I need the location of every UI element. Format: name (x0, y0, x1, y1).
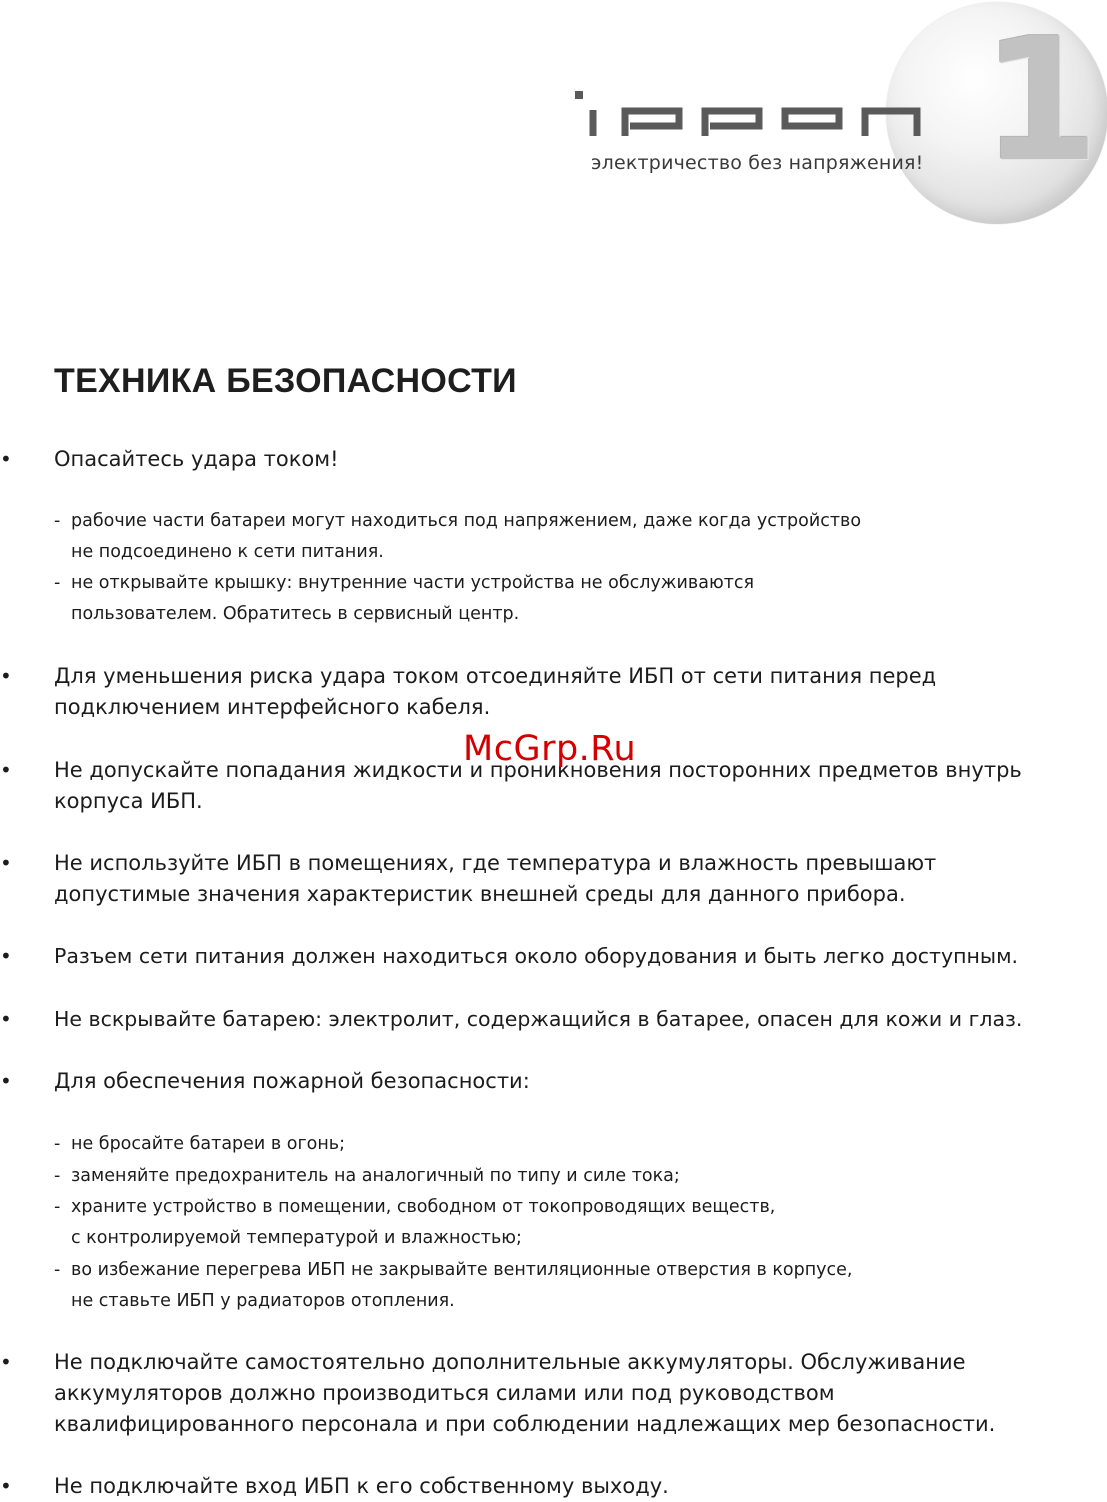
sub-list-item (54, 1223, 522, 1254)
dash-marker: - (54, 1166, 61, 1186)
dash-marker: - (54, 1134, 61, 1154)
sub-list-item (54, 599, 519, 630)
sub-list-item (54, 1192, 775, 1223)
dash-marker: - (54, 573, 61, 593)
bullet-icon: • (0, 758, 12, 782)
list-item-text: квалифицированного персонала и при соблюдении надлежащих мер безопасности. (54, 1412, 996, 1436)
watermark: McGrp.Ru (463, 729, 637, 769)
bullet-icon: • (0, 1350, 12, 1374)
page-title: ТЕХНИКА БЕЗОПАСНОСТИ (54, 362, 517, 400)
bullet-icon: • (0, 664, 12, 688)
list-item-text: Не подключайте вход ИБП к его собственному выходу. (54, 1474, 669, 1498)
sub-list-item (54, 1255, 852, 1286)
sub-list-item-text: не подсоединено к сети питания. (71, 542, 384, 562)
list-item-text: подключением интерфейсного кабеля. (54, 695, 491, 719)
list-item-text: Не подключайте самостоятельно дополнительные аккумуляторы. Обслуживание (54, 1350, 966, 1374)
list-item-text: Для уменьшения риска удара током отсоединяйте ИБП от сети питания перед (54, 664, 937, 688)
sub-list-item (54, 1161, 680, 1192)
sub-list-item (54, 568, 754, 599)
list-item-text: Не вскрывайте батарею: электролит, содержащийся в батарее, опасен для кожи и глаз. (54, 1007, 1023, 1031)
list-item-text: аккумуляторов должно производиться силами или под руководством (54, 1381, 835, 1405)
list-item-text: Опасайтесь удара током! (54, 447, 339, 471)
sub-list-item (54, 506, 861, 537)
list-item-text: Разъем сети питания должен находиться около оборудования и быть легко доступным. (54, 944, 1019, 968)
dash-marker: - (54, 1260, 61, 1280)
list-item-text: корпуса ИБП. (54, 789, 203, 813)
bullet-icon: • (0, 1069, 12, 1093)
page-number: 1 (981, 2, 1100, 200)
sub-list-item-text: храните устройство в помещении, свободном от токопроводящих веществ, (71, 1197, 776, 1217)
list-item-text: Не используйте ИБП в помещениях, где температура и влажность превышают (54, 851, 937, 875)
bullet-icon: • (0, 447, 12, 471)
sub-list-item (54, 537, 384, 568)
bullet-icon: • (0, 851, 12, 875)
list-item-text: допустимые значения характеристик внешней среды для данного прибора. (54, 882, 906, 906)
sub-list-item (54, 1129, 345, 1160)
sub-list-item-text: пользователем. Обратитесь в сервисный центр. (71, 604, 520, 624)
dash-marker: - (54, 1197, 61, 1217)
sub-list-item-text: не открывайте крышку: внутренние части устройства не обслуживаются (71, 573, 755, 593)
sub-list-item-text: с контролируемой температурой и влажностью; (71, 1228, 522, 1248)
tagline: электричество без напряжения! (591, 152, 924, 174)
bullet-icon: • (0, 1007, 12, 1031)
sub-list-item-text: не ставьте ИБП у радиаторов отопления. (71, 1291, 455, 1311)
sub-list-item-text: рабочие части батареи могут находиться под напряжением, даже когда устройство (71, 511, 862, 531)
list-item-text: Не допускайте попадания жидкости и проникновения посторонних предметов внутрь (54, 758, 1022, 782)
sub-list-item (54, 1286, 455, 1317)
list-item-text: Для обеспечения пожарной безопасности: (54, 1069, 530, 1093)
sub-list-item-text: заменяйте предохранитель на аналогичный по типу и силе тока; (71, 1166, 680, 1186)
ippon-logo (575, 90, 925, 140)
sub-list-item-text: не бросайте батареи в огонь; (71, 1134, 346, 1154)
bullet-icon: • (0, 1474, 12, 1498)
bullet-icon: • (0, 944, 12, 968)
dash-marker: - (54, 511, 61, 531)
sub-list-item-text: во избежание перегрева ИБП не закрывайте вентиляционные отверстия в корпусе, (71, 1260, 853, 1280)
